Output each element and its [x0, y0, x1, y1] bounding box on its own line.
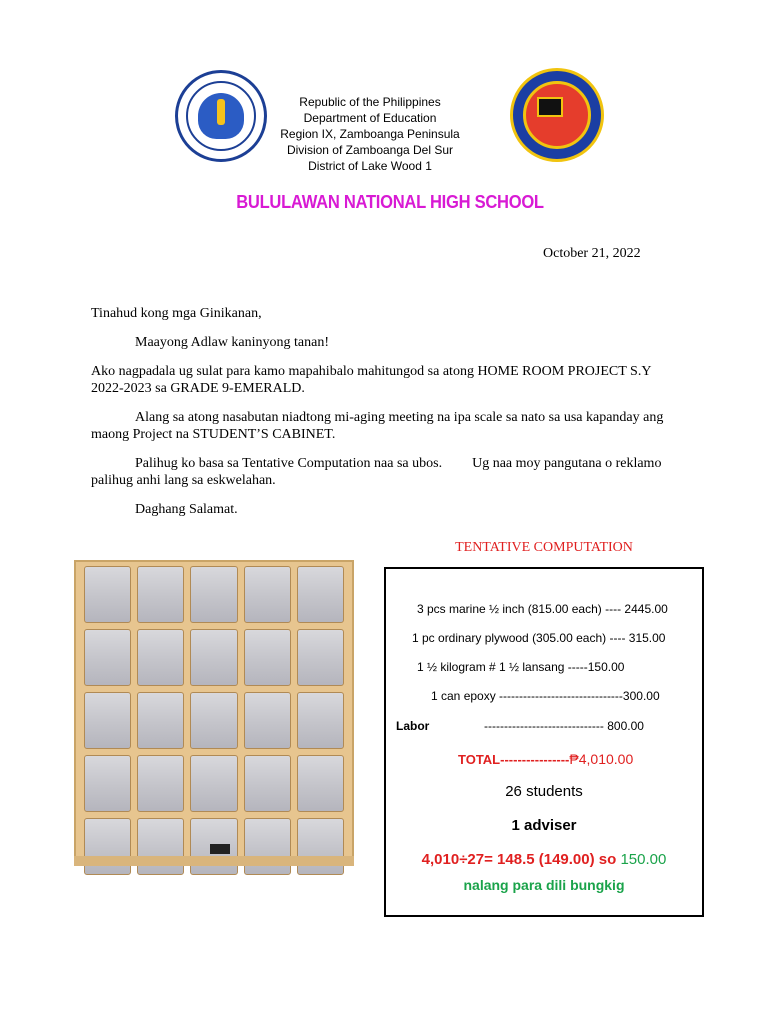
- letterhead-line: Region IX, Zamboanga Peninsula: [280, 127, 460, 141]
- cabinet-bin: [190, 629, 237, 686]
- cabinet-bins: [84, 566, 344, 875]
- letterhead-line: Division of Zamboanga Del Sur: [286, 143, 454, 157]
- cabinet-bin: [84, 566, 131, 623]
- labor-label: Labor: [396, 719, 430, 733]
- cost-item: 3 pcs marine ½ inch (815.00 each) ---- 2445.00: [417, 602, 668, 616]
- school-seal: [510, 68, 604, 162]
- cabinet-bin: [137, 692, 184, 749]
- total-label: TOTAL----------------: [458, 752, 570, 767]
- cabinet-bin: [244, 629, 291, 686]
- total-amount: ₱4,010.00: [569, 751, 634, 767]
- cabinet-bin: [84, 629, 131, 686]
- cabinet-photo: [60, 552, 360, 872]
- letterhead-line: Department of Education: [303, 111, 437, 125]
- letterhead-line: District of Lake Wood 1: [308, 159, 432, 173]
- cabinet-bin: [84, 692, 131, 749]
- cabinet-bin: [297, 566, 344, 623]
- cabinet-bin: [190, 692, 237, 749]
- computation-title: TENTATIVE COMPUTATION: [455, 540, 633, 555]
- book-icon: [537, 97, 563, 117]
- cabinet-bin: [244, 566, 291, 623]
- cabinet-bin: [297, 755, 344, 812]
- paragraph-project: Ako nagpadala ug sulat para kamo mapahibalo mahitungod sa atong HOME ROOM PROJECT S.Y 2022-2023 sa GRADE 9-EMERALD.: [91, 364, 651, 396]
- closing: Daghang Salamat.: [135, 502, 238, 517]
- letterhead: [240, 94, 500, 174]
- cabinet-logo: [210, 844, 230, 854]
- cabinet-bin: [190, 755, 237, 812]
- school-name: BULULAWAN NATIONAL HIGH SCHOOL: [236, 192, 544, 212]
- paragraph-request: [91, 455, 671, 489]
- cost-item: 1 can epoxy -------------------------------300.00: [431, 689, 660, 703]
- cabinet-bin: [244, 755, 291, 812]
- total-line: [458, 751, 633, 767]
- share-rounded: 150.00: [620, 851, 667, 868]
- request-text: Palihug ko basa sa Tentative Computation naa sa ubos.: [135, 456, 443, 471]
- cabinet-bin: [84, 755, 131, 812]
- cost-item: 1 ½ kilogram # 1 ½ lansang -----150.00: [417, 660, 625, 674]
- cabinet-base: [74, 856, 354, 866]
- share-division: 4,010÷27= 148.5 (149.00) so: [421, 851, 621, 868]
- cabinet-bin: [137, 629, 184, 686]
- torch-icon: [217, 99, 225, 125]
- computation-box: [384, 567, 704, 917]
- cabinet-bin: [297, 692, 344, 749]
- cabinet-bin: [137, 566, 184, 623]
- letter-date: October 21, 2022: [543, 246, 641, 261]
- cost-item: 1 pc ordinary plywood (305.00 each) ---- 315.00: [412, 631, 666, 645]
- cabinet-bin: [137, 755, 184, 812]
- cabinet-bin: [297, 629, 344, 686]
- labor-value: ------------------------------ 800.00: [484, 719, 644, 733]
- cabinet-bin: [244, 692, 291, 749]
- request-text-2: Ug naa moy pangutana o reklamo palihug anhi lang sa eskwelahan.: [91, 456, 662, 488]
- adviser-count: 1 adviser: [511, 817, 577, 834]
- salutation: Tinahud kong mga Ginikanan,: [91, 306, 262, 321]
- cabinet-bin: [190, 566, 237, 623]
- students-count: 26 students: [505, 783, 583, 800]
- cabinet-bin: [244, 818, 291, 875]
- paragraph-meeting: Alang sa atong nasabutan niadtong mi-aging meeting na ipa scale sa nato sa usa kapanday ang maong Project na STUDENT’S CABINET.: [91, 410, 664, 442]
- cabinet-bin: [137, 818, 184, 875]
- cabinet-bin: [297, 818, 344, 875]
- letter-body: [91, 305, 671, 530]
- cabinet-bin: [84, 818, 131, 875]
- share-computation: [386, 851, 702, 868]
- greeting: Maayong Adlaw kaninyong tanan!: [135, 335, 330, 350]
- letterhead-line: Republic of the Philippines: [299, 95, 441, 109]
- share-note: nalang para dili bungkig: [463, 877, 625, 893]
